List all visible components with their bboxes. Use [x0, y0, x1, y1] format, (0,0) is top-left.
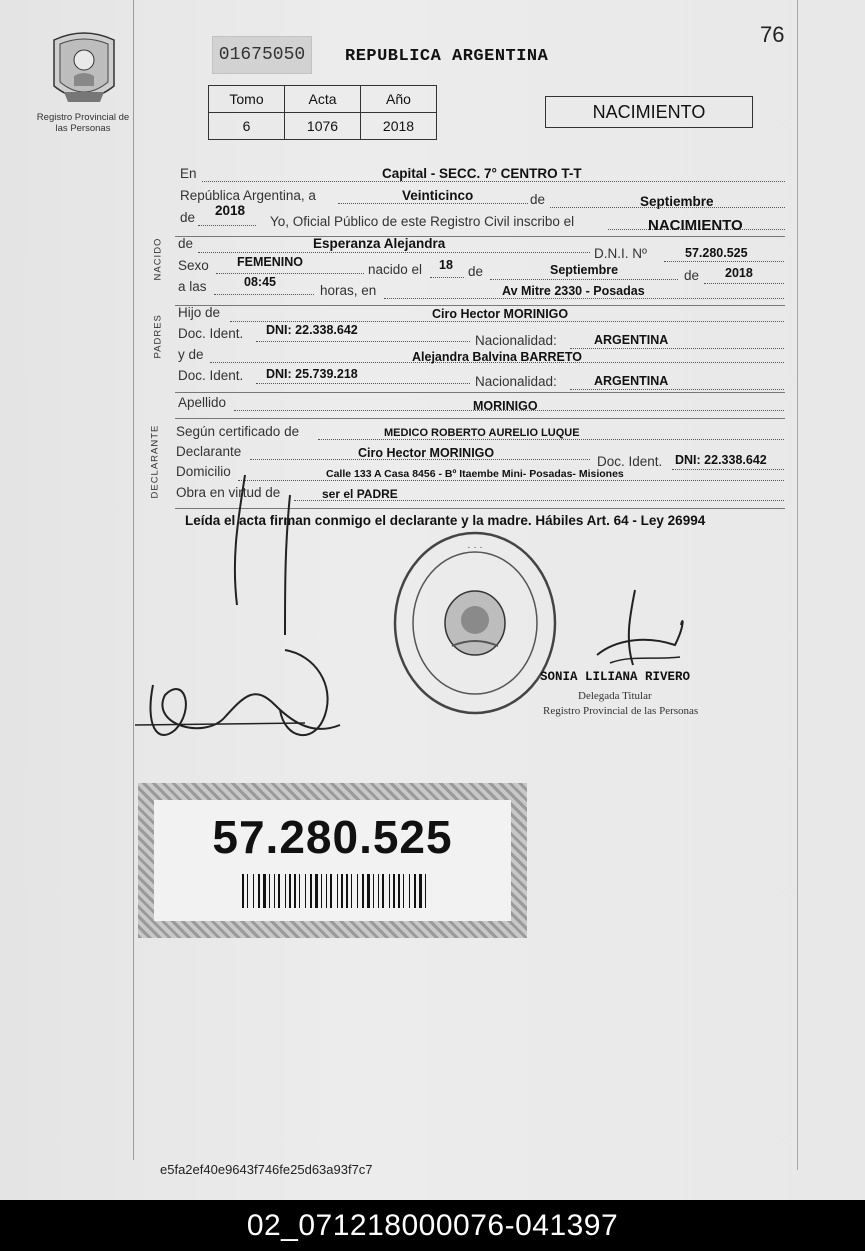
mother-doc-value: DNI: 25.739.218 [266, 367, 358, 381]
footer-id-bar: 02_071218000076-041397 [0, 1200, 865, 1251]
right-margin-rule [797, 0, 798, 1170]
label-nacionalidad-1: Nacionalidad: [475, 333, 557, 348]
birth-day-value: 18 [439, 258, 453, 272]
section-label-nacido: NACIDO [152, 237, 164, 281]
dni-sticker-number: 57.280.525 [212, 811, 453, 863]
logo-caption: Registro Provincial de las Personas [36, 112, 130, 134]
month-value: Septiembre [640, 194, 714, 209]
label-nacionalidad-2: Nacionalidad: [475, 374, 557, 389]
section-separator [175, 392, 785, 393]
label-doc-ident-1: Doc. Ident. [178, 326, 244, 341]
label-de: de [530, 192, 546, 207]
place-value: Capital - SECC. 7° CENTRO T-T [382, 166, 582, 181]
table-header-cell: Tomo [209, 86, 285, 113]
dni-sticker-inner [154, 800, 511, 921]
declarant-doc-value: DNI: 22.338.642 [675, 453, 767, 467]
address-value: Calle 133 A Casa 8456 - Bº Itaembe Mini- Posadas- Misiones [326, 468, 624, 480]
official-name: SONIA LILIANA RIVERO [540, 670, 691, 684]
label-y-de: y de [178, 347, 204, 362]
table-header-cell: Acta [285, 86, 361, 113]
dotted-line [230, 321, 784, 322]
dotted-line [198, 225, 256, 226]
barcode-icon [240, 872, 430, 910]
provincial-seal-logo [46, 26, 122, 110]
label-yo-oficial: Yo, Oficial Público de este Registro Civil inscribo el [270, 214, 575, 229]
label-doc-ident-2: Doc. Ident. [178, 368, 244, 383]
registry-table-header-row [209, 86, 437, 113]
mother-nat-value: ARGENTINA [594, 374, 669, 388]
svg-text:· · ·: · · · [467, 542, 483, 553]
label-domicilio: Domicilio [176, 464, 231, 479]
label-apellido: Apellido [178, 395, 227, 410]
table-cell: 1076 [285, 113, 361, 140]
birth-year-value: 2018 [725, 266, 753, 280]
registry-table [208, 85, 437, 140]
label-segun-cert: Según certificado de [176, 424, 300, 439]
dni-value: 57.280.525 [685, 246, 748, 260]
label-horas-en: horas, en [320, 283, 377, 298]
declarant-value: Ciro Hector MORINIGO [358, 446, 495, 460]
label-declarante: Declarante [176, 444, 242, 459]
surname-value: MORINIGO [473, 399, 538, 413]
dotted-line [256, 341, 470, 342]
table-cell: 2018 [361, 113, 437, 140]
label-de-name: de [178, 236, 194, 251]
day-words-value: Veinticinco [402, 188, 474, 203]
page-number: 76 [760, 22, 785, 47]
label-de3: de [684, 268, 700, 283]
label-de2: de [468, 264, 484, 279]
by-virtue-value: ser el PADRE [322, 487, 398, 501]
label-obra: Obra en virtud de [176, 485, 281, 500]
declarant-signature [135, 455, 355, 775]
dotted-line [198, 252, 590, 253]
official-stamp [390, 528, 560, 718]
table-cell: 6 [209, 113, 285, 140]
name-value: Esperanza Alejandra [313, 236, 446, 251]
mother-value: Alejandra Balvina BARRETO [412, 350, 582, 364]
father-nat-value: ARGENTINA [594, 333, 669, 347]
event-value: NACIMIENTO [648, 217, 743, 234]
section-separator [175, 305, 785, 306]
official-title: Delegada Titular [578, 690, 652, 702]
label-de-year: de [180, 210, 196, 225]
dotted-line [256, 383, 470, 384]
year-value: 2018 [215, 203, 246, 218]
dni-sticker [138, 783, 527, 938]
birth-month-value: Septiembre [550, 263, 619, 277]
section-label-padres: PADRES [152, 314, 164, 359]
time-value: 08:45 [244, 275, 276, 289]
table-header-cell: Año [361, 86, 437, 113]
dotted-line [664, 261, 784, 262]
label-a-las: a las [178, 279, 207, 294]
label-nacido-el: nacido el [368, 262, 423, 277]
dotted-line [338, 203, 528, 204]
label-republica: República Argentina, a [180, 188, 316, 203]
dotted-line [570, 348, 784, 349]
section-separator [175, 418, 785, 419]
label-doc-ident-3: Doc. Ident. [597, 454, 663, 469]
label-hijo-de: Hijo de [178, 305, 221, 320]
label-dni-no: D.N.I. Nº [594, 246, 647, 261]
dotted-line [318, 439, 784, 440]
dotted-line [570, 389, 784, 390]
label-en: En [180, 166, 197, 181]
father-value: Ciro Hector MORINIGO [432, 307, 569, 321]
document-hash: e5fa2ef40e9643f746fe25d63a93f7c7 [160, 1162, 373, 1177]
label-sexo: Sexo [178, 258, 209, 273]
sex-value: FEMENINO [237, 255, 303, 269]
official-signature [585, 585, 695, 675]
birth-place-value: Av Mitre 2330 - Posadas [502, 284, 645, 298]
dotted-line [202, 181, 785, 182]
dotted-line [214, 294, 314, 295]
closing-text: Leída el acta firman conmigo el declarante y la madre. Hábiles Art. 64 - Ley 26994 [185, 513, 706, 528]
dotted-line [704, 283, 784, 284]
serial-number: 01675050 [212, 36, 312, 74]
registry-table-value-row [209, 113, 437, 140]
dotted-line [384, 298, 784, 299]
section-label-declarante: DECLARANTE [149, 424, 161, 499]
dotted-line [672, 469, 784, 470]
certificate-value: MEDICO ROBERTO AURELIO LUQUE [384, 427, 580, 439]
father-doc-value: DNI: 22.338.642 [266, 323, 358, 337]
dotted-line [216, 273, 364, 274]
section-separator [175, 236, 785, 237]
country-heading: REPUBLICA ARGENTINA [345, 47, 549, 66]
record-type-box: NACIMIENTO [545, 96, 753, 128]
dotted-line [430, 277, 464, 278]
dotted-line [490, 279, 678, 280]
official-office: Registro Provincial de las Personas [543, 705, 699, 717]
left-margin-rule [133, 0, 134, 1160]
